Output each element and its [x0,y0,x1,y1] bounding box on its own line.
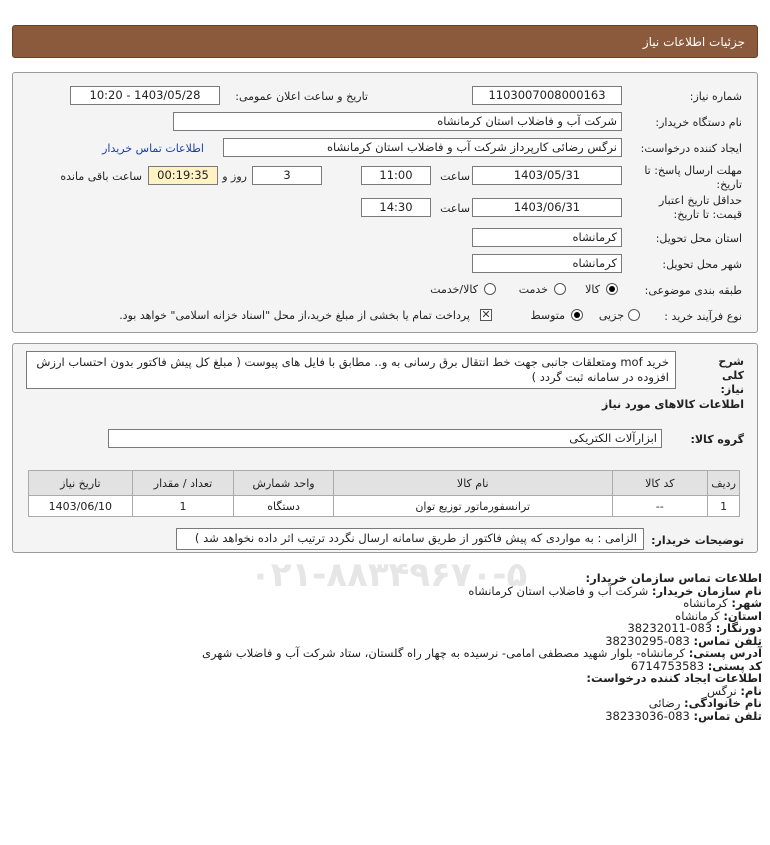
treasury-payment-note: پرداخت تمام یا بخشی از مبلغ خرید،از محل "اسناد خزانه اسلامی" خواهد بود. [119,309,470,322]
process-radio-medium[interactable] [571,309,583,321]
col-quantity: تعداد / مقدار [132,471,234,496]
deadline-label-line2: تاریخ: [716,178,742,191]
creator-last-name-value: رضائی [648,696,681,710]
announce-field: 1403/05/28 - 10:20 [70,86,220,105]
need-number-label: شماره نیاز: [689,90,742,103]
contact-postal-label: کد پستی: [707,658,762,673]
deadline-time-label: ساعت [440,170,470,183]
cell-need-date: 1403/06/10 [29,496,133,517]
creator-phone-label: تلفن تماس: [693,708,762,723]
deadline-label-line1: مهلت ارسال پاسخ: تا [644,164,742,177]
creator-phone-row [12,710,762,723]
col-item-name: نام کالا [333,471,612,496]
days-label: روز و [222,170,247,183]
contact-city-row [12,597,762,610]
contact-org-label: نام سازمان خریدار: [651,583,762,598]
province-field: کرمانشاه [472,228,622,247]
description-label: شرح کلی نیاز: [718,355,744,396]
watermark-phone: ۰۲۱-۸۸۳۴۹۶۷۰-۵ [250,555,528,595]
buyer-notes-box [176,528,644,550]
col-unit: واحد شمارش [234,471,334,496]
province-label: استان محل تحویل: [655,232,742,245]
contact-address-label: آدرس پستی: [688,646,762,660]
contact-buyer-link[interactable]: اطلاعات تماس خریدار [102,142,204,155]
col-item-code: کد کالا [612,471,708,496]
contact-org-row [12,585,762,598]
process-option-medium: متوسط [530,309,565,322]
buyer-notes-text: الزامی : به مواردی که پیش فاکتور از طریق سامانه ارسال نگردد ترتیب اثر داده نخواهد شد ) [194,531,637,545]
description-text: خرید mof ومتعلقات جانبی جهت خط انتقال برق رسانی به و.. مطابق با فایل های پیوست ( مبلغ کل پیش فاکتور بدون احتساب ارزش افزوده در سامانه ثبت گردد ) [36,355,669,384]
validity-time-label: ساعت [440,202,470,215]
col-need-date: تاریخ نیاز [29,471,133,496]
contact-title: اطلاعات تماس سازمان خریدار: [585,571,762,585]
contact-address-value: کرمانشاه- بلوار شهید مصطفی امامی- نرسیده به چهار راه گلستان، ستاد شرکت آب و فاضلاب شهری [201,646,686,660]
goods-table-header [29,471,740,496]
treasury-payment-checkbox[interactable]: ✕ [481,308,491,321]
process-label: نوع فرآیند خرید : [664,310,742,323]
goods-section-title: اطلاعات کالاهای مورد نیاز [602,398,744,411]
contact-province-label: استان: [723,608,762,623]
contact-info-block [12,572,762,722]
validity-time-field: 14:30 [361,198,431,217]
remaining-time-field: 00:19:35 [148,166,218,185]
creator-field: نرگس رضائی کارپرداز شرکت آب و فاضلاب استان کرمانشاه [223,138,622,157]
creator-phone-value: 083-38233036 [605,708,690,723]
table-row[interactable] [29,496,740,517]
description-box [26,351,676,389]
contact-org-value: شرکت آب و فاضلاب استان کرمانشاه [468,583,649,598]
buyer-org-label: نام دستگاه خریدار: [655,116,742,129]
page-title: جزئیات اطلاعات نیاز [642,35,745,49]
cell-row-number: 1 [708,496,740,517]
buyer-org-field: شرکت آب و فاضلاب استان کرمانشاه [173,112,622,131]
need-number-field: 1103007008000163 [472,86,622,105]
process-option-minor: جزیی [598,309,624,322]
deadline-date-field: 1403/05/31 [472,166,622,185]
contact-postal-value: 6714753583 [630,658,705,673]
contact-city-label: شهر: [731,596,762,610]
creator-first-name-label: نام: [740,683,762,698]
goods-group-field: ابزارآلات الکتریکی [108,429,662,448]
cell-unit: دستگاه [234,496,334,517]
category-radio-goods[interactable] [606,283,618,295]
contact-province-value: کرمانشاه [675,608,720,623]
category-option-goods: کالا [585,283,600,296]
goods-table [28,470,740,517]
category-option-goods-service: کالا/خدمت [430,283,478,296]
remaining-label: ساعت باقی مانده [60,170,142,183]
city-label: شهر محل تحویل: [662,258,742,271]
creator-last-name-label: نام خانوادگی: [684,696,762,710]
deadline-time-field: 11:00 [361,166,431,185]
validity-label-line1: حداقل تاریخ اعتبار [658,194,742,207]
category-radio-service[interactable] [554,283,566,295]
contact-city-value: کرمانشاه [683,596,728,610]
category-label: طبقه بندی موضوعی: [644,284,742,297]
category-radio-goods-service[interactable] [484,283,496,295]
cell-item-code: -- [612,496,708,517]
creator-label: ایجاد کننده درخواست: [640,142,742,155]
contact-fax-label: دورنگار: [715,621,762,635]
page-title-bar [12,25,758,58]
creator-first-name-value: نرگس [706,683,737,698]
validity-date-field: 1403/06/31 [472,198,622,217]
contact-phone-value: 083-38230295 [605,633,690,648]
category-option-service: خدمت [518,283,548,296]
contact-phone-label: تلفن تماس: [693,633,762,648]
creator-info-title: اطلاعات ایجاد کننده درخواست: [586,671,762,685]
col-row-number: ردیف [708,471,740,496]
announce-label: تاریخ و ساعت اعلان عمومی: [235,90,368,103]
contact-fax-value: 083-38232011 [627,621,713,635]
buyer-notes-label: توضیحات خریدار: [651,534,744,547]
goods-group-label: گروه کالا: [690,433,744,446]
days-field: 3 [252,166,322,185]
process-radio-minor[interactable] [628,309,640,321]
cell-quantity: 1 [132,496,234,517]
city-field: کرمانشاه [472,254,622,273]
validity-label-line2: قیمت: تا تاریخ: [673,208,742,221]
cell-item-name: ترانسفورماتور توزیع توان [333,496,612,517]
